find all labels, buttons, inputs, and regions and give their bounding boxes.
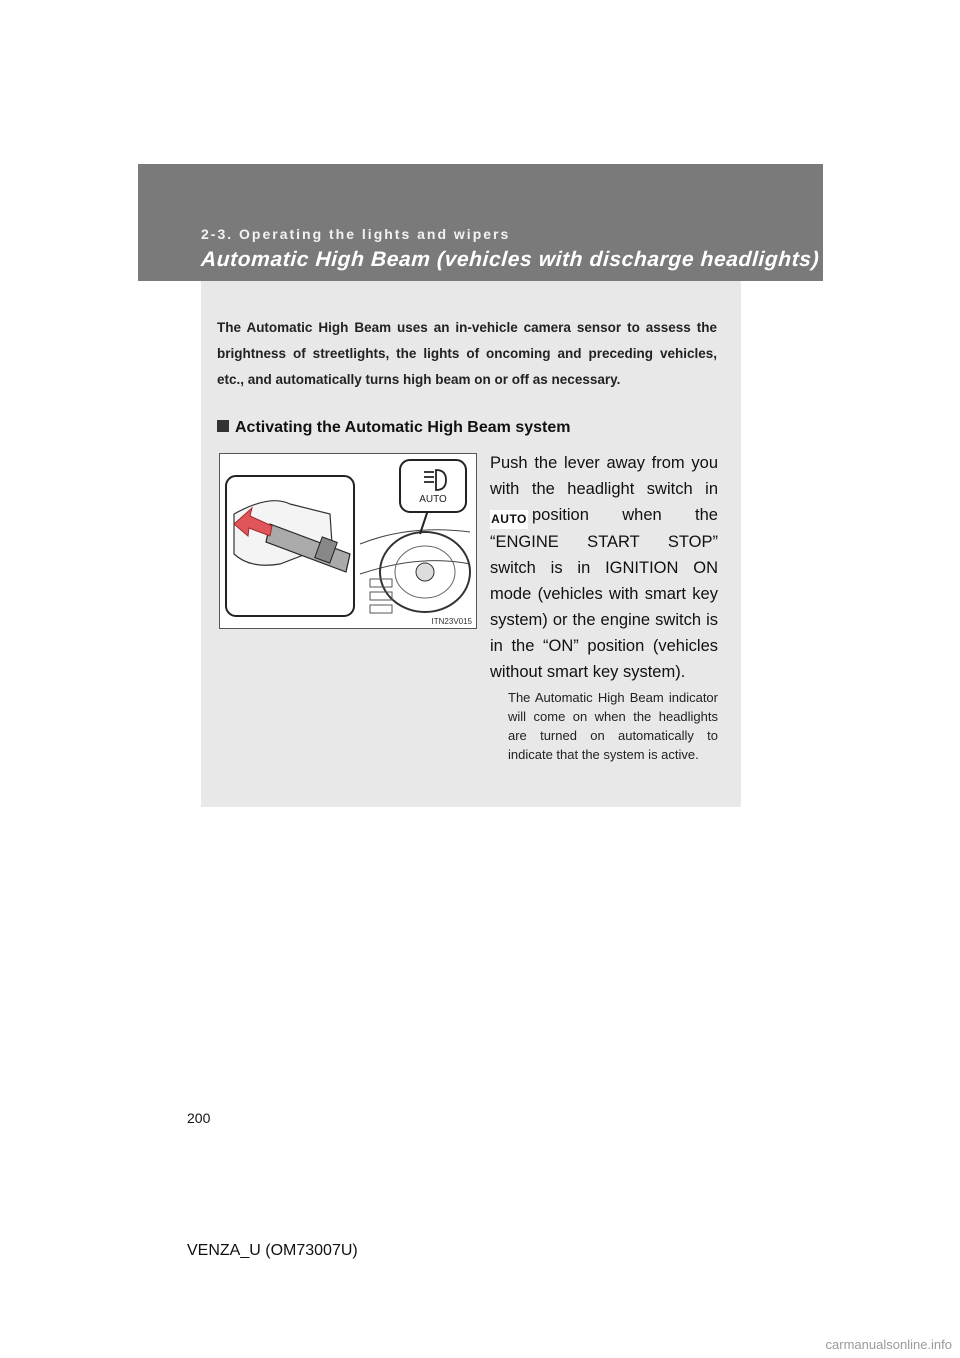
lever-illustration	[219, 453, 477, 629]
square-bullet-icon	[217, 420, 229, 432]
callout-auto-label: AUTO	[419, 494, 447, 505]
content-panel	[201, 281, 741, 807]
steering-column-drawing	[220, 454, 476, 628]
instruction-part-2: position when the “ENGINE START STOP” switch is in IGNITION ON mode (vehicles with smart key system) or the engine switch is in the “ON” position (vehicles without smart key system).	[490, 506, 718, 681]
indicator-note: The Automatic High Beam indicator will come on when the headlights are turned on automatically to indicate that the system is active.	[508, 690, 718, 762]
instruction-part-1: Push the lever away from you with the headlight switch in	[490, 454, 718, 498]
auto-switch-icon: AUTO	[490, 510, 528, 529]
subheading-text: Activating the Automatic High Beam system	[235, 419, 571, 436]
section-label: 2-3. Operating the lights and wipers	[201, 226, 511, 242]
page-number: 200	[187, 1110, 211, 1126]
instruction-text	[490, 450, 718, 685]
page-title: Automatic High Beam (vehicles with discharge headlights)	[200, 248, 821, 271]
chapter-header	[138, 164, 823, 281]
manual-code-footer: VENZA_U (OM73007U)	[187, 1242, 358, 1259]
subheading	[217, 419, 570, 437]
figure-code: ITN23V015	[431, 617, 472, 626]
intro-paragraph: The Automatic High Beam uses an in-vehicle camera sensor to assess the brightness of streetlights, the lights of oncoming and preceding vehicles, etc., and automatically turns high beam on or off as necessary.	[217, 320, 717, 387]
watermark-text: carmanualsonline.info	[825, 1337, 952, 1352]
